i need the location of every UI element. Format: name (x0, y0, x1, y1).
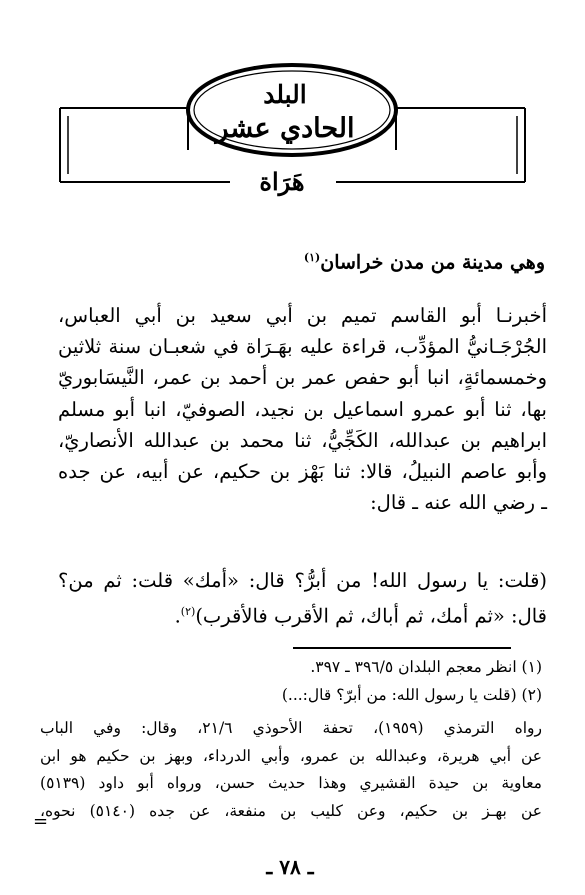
footnote-2-line: عن بهـز بن حكيم، وعن كليب بن منفعة، عن جده (٥١٤٠) نحوه، (40, 801, 542, 820)
hadith-line-last: قال: «ثم أمك، ثم أباك، ثم الأقرب فالأقرب)$^{(٢)}$. (174, 604, 547, 628)
page-number: ـ ٧٨ ـ (266, 855, 314, 879)
footnote-ref-1: (١) (303, 251, 321, 264)
paragraph-line: وخمسمائةٍ، انبا أبو حفص عمر بن أحمد بن عمر، النَّيسَابوريّ (58, 366, 547, 390)
hadith-text (58, 565, 547, 627)
chapter-header (0, 0, 585, 205)
paragraph-line: الجُرْجَـانيُّ المؤدِّب، قراءة عليه بهَـرَاة في شعبـان سنة ثلاثين (58, 335, 547, 359)
hadith-line-text: قال: «ثم أمك، ثم أباك، ثم الأقرب فالأقرب) (195, 604, 547, 628)
city-title: هَرَاة (232, 167, 332, 196)
footnote-2-line: معاوية بن حيدة القشيري وهذا حديث حسن، ورواه أبو داود (٥١٣٩) (40, 774, 542, 792)
continuation-mark: = (33, 811, 49, 832)
hadith-line: (قلت: يا رسول الله! من أبرُّ؟ قال: «أمك» قلت: ثم من؟ (58, 569, 547, 592)
footnotes (40, 654, 542, 825)
footnote-2-head: (٢) (قلت يا رسول الله: من أبرّ؟ قال:...) (281, 685, 542, 704)
paragraph-line: أخبرنـا أبو القاسم تميم بن أبي سعيد بن أبي العباس، (58, 304, 547, 327)
volume-number: الحادي عشر (215, 113, 355, 144)
city-subtitle (290, 251, 545, 273)
subtitle-text: وهي مدينة من مدن خراسان (320, 251, 545, 274)
footnote-separator (293, 647, 511, 649)
footnote-ref-2: (٢) (180, 605, 196, 618)
footnote-1: (١) انظر معجم البلدان ٣٩٦/٥ ـ ٣٩٧. (310, 658, 542, 676)
footnote-2-line: رواه الترمذي (١٩٥٩)، تحفة الأحوذي ٢١/٦، وقال: وفي الباب (40, 719, 542, 737)
paragraph-line: بها، ثنا أبو عمرو اسماعيل بن نجيد، الصوفيّ، انبا أبو مسلم (58, 397, 547, 421)
isnad-paragraph (58, 300, 547, 518)
volume-label: البلد (263, 80, 307, 109)
paragraph-line: وأبو عاصم النبيلُ، قالا: ثنا بَهْز بن حكيم، عن أبيه، عن جده (58, 459, 547, 483)
paragraph-line: ابراهيم بن عبدالله، الكَجِّيُّ، ثنا محمد بن عبدالله الأنصاريّ، (58, 428, 547, 452)
paragraph-line: ـ رضي الله عنه ـ قال: (370, 491, 547, 515)
footnote-2-line: عن أبي هريرة، وعبدالله بن عمرو، وأبي الدرداء، وبهز بن حكيم هو ابن (40, 746, 542, 765)
